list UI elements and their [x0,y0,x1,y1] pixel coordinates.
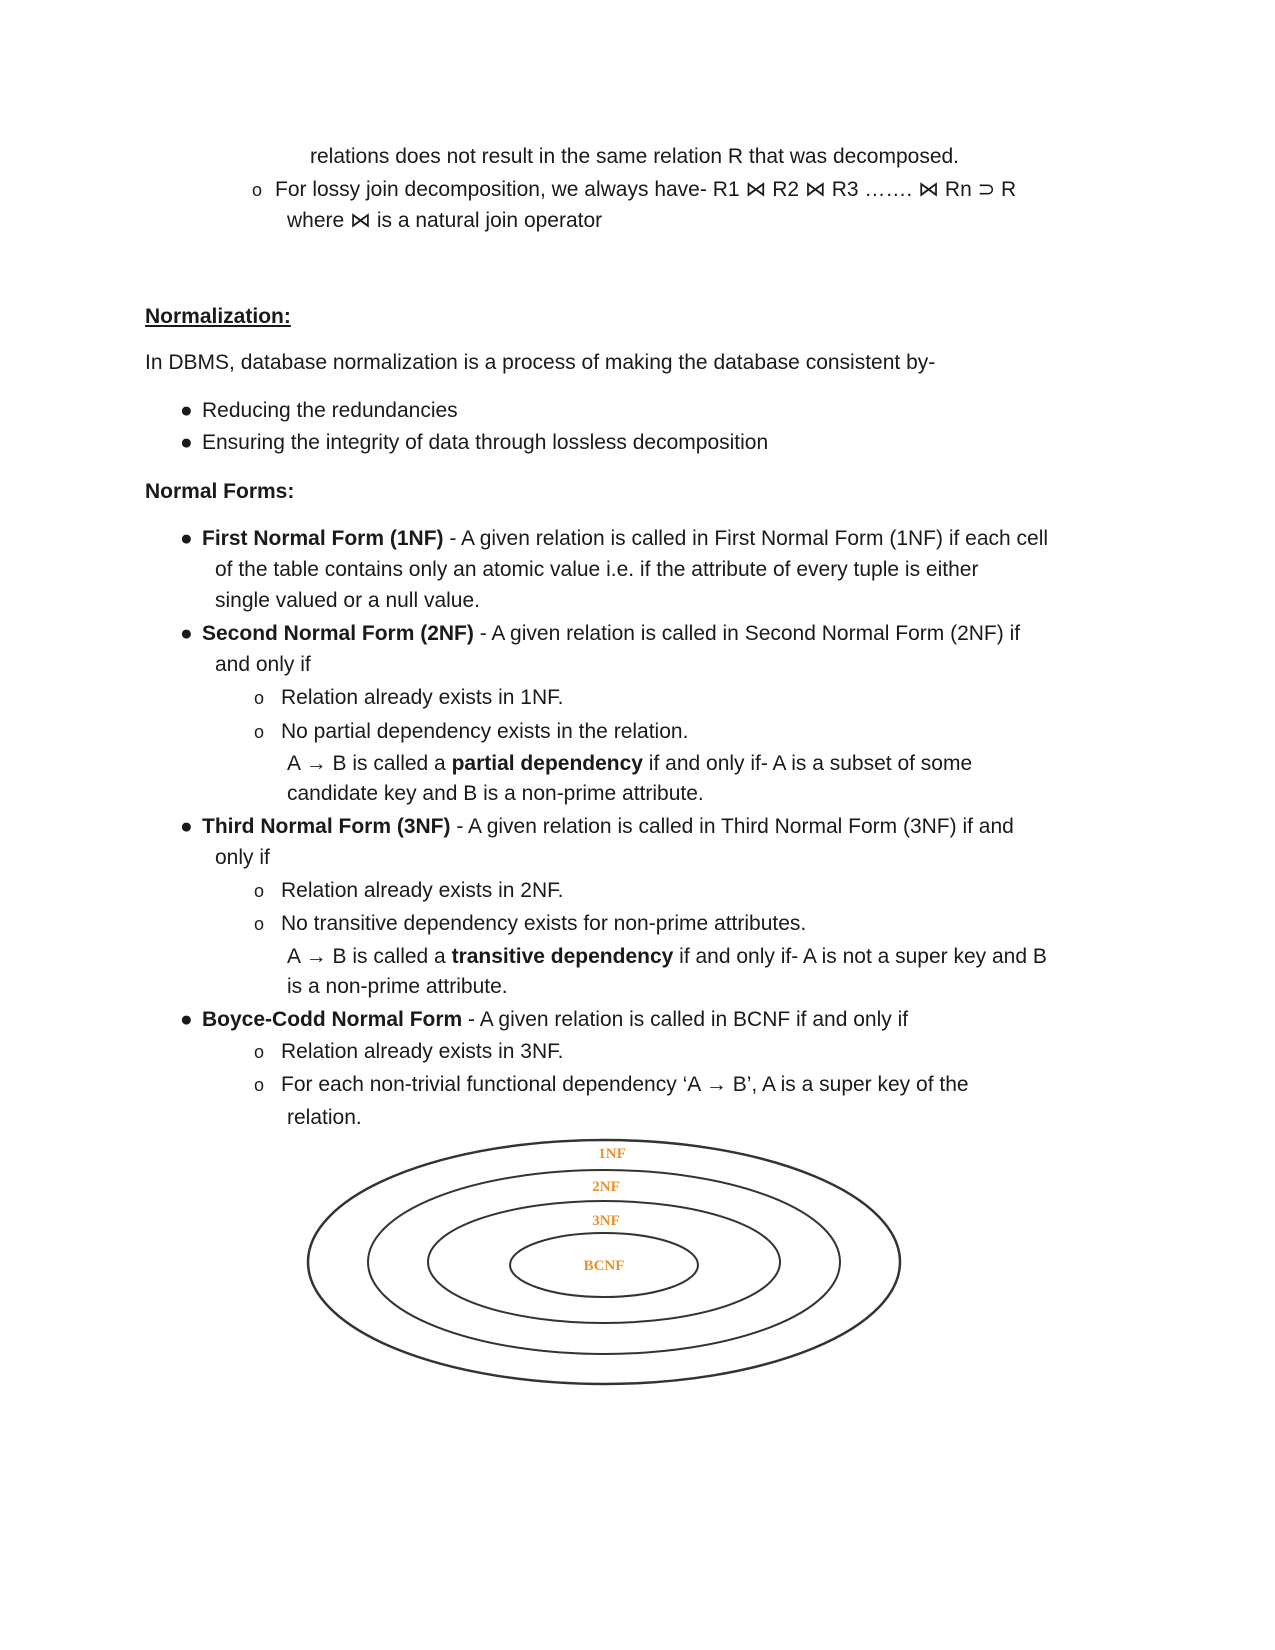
bcnf-condition: Relation already exists in 3NF. [281,1040,564,1063]
second-normal-form-desc: - A given relation is called in Second Normal Form (2NF) if [473,622,1021,645]
label-3nf: 3NF [592,1213,620,1229]
third-normal-form-title: Third Normal Form (3NF) [202,815,451,838]
second-normal-form-desc-line: and only if [215,653,311,676]
lossy-join-line: For lossy join decomposition, we always have- R1 ⋈ R2 ⋈ R3 ……. ⋈ Rn ⊃ R [275,178,1017,201]
circle-bullet-icon: o [254,914,265,934]
bullet-icon: ● [180,1008,193,1031]
bullet-icon: ● [180,622,193,645]
bcnf-title: Boyce-Codd Normal Form [202,1008,463,1031]
second-normal-form-condition: Relation already exists in 1NF. [281,686,564,709]
third-normal-form-condition: Relation already exists in 2NF. [281,879,564,902]
definition-term: transitive dependency [451,945,674,968]
definition-text: A → B is called a [287,752,452,775]
bcnf-condition-line: relation. [287,1106,362,1129]
intro-line: relations does not result in the same relation R that was decomposed. [310,145,960,168]
second-normal-form-title: Second Normal Form (2NF) [202,622,474,645]
second-normal-form-condition: No partial dependency exists in the relation. [281,720,689,743]
normalization-bullet: Reducing the redundancies [202,399,458,422]
bcnf-condition: For each non-trivial functional dependency ‘A → B’, A is a super key of the [281,1073,969,1096]
definition-text: A → B is called a [287,945,452,968]
label-1nf: 1NF [598,1146,626,1162]
circle-bullet-icon: o [254,1075,265,1095]
circle-bullet-icon: o [254,722,265,742]
bullet-icon: ● [180,399,193,422]
first-normal-form-desc-line: single valued or a null value. [215,589,481,612]
bullet-icon: ● [180,527,193,550]
normalization-description: In DBMS, database normalization is a process of making the database consistent by- [145,351,936,374]
normal-forms-heading: Normal Forms: [145,480,295,503]
bullet-icon: ● [180,431,193,454]
first-normal-form-title: First Normal Form (1NF) [202,527,444,550]
label-bcnf: BCNF [583,1258,625,1274]
circle-bullet-icon: o [254,688,265,708]
natural-join-note: where ⋈ is a natural join operator [287,209,603,232]
transitive-dependency-definition-line: is a non-prime attribute. [287,975,508,998]
definition-term: partial dependency [451,752,643,775]
bullet-icon: ● [180,815,193,838]
third-normal-form-condition: No transitive dependency exists for non-prime attributes. [281,912,807,935]
definition-text: if and only if- A is not a super key and B [673,945,1047,968]
bcnf-desc: - A given relation is called in BCNF if and only if [462,1008,909,1031]
normalization-bullet: Ensuring the integrity of data through lossless decomposition [202,431,769,454]
circle-bullet-icon: o [252,180,263,200]
partial-dependency-definition-line: candidate key and B is a non-prime attribute. [287,782,704,805]
first-normal-form-desc: - A given relation is called in First Normal Form (1NF) if each cell [443,527,1049,550]
first-normal-form-desc-line: of the table contains only an atomic value i.e. if the attribute of every tuple is either [215,558,979,581]
third-normal-form-desc: - A given relation is called in Third Normal Form (3NF) if and [450,815,1014,838]
third-normal-form-desc-line: only if [215,846,270,869]
normalization-heading: Normalization: [145,305,291,328]
label-2nf: 2NF [592,1179,620,1195]
definition-text: if and only if- A is a subset of some [642,752,973,775]
circle-bullet-icon: o [254,1042,265,1062]
circle-bullet-icon: o [254,881,265,901]
